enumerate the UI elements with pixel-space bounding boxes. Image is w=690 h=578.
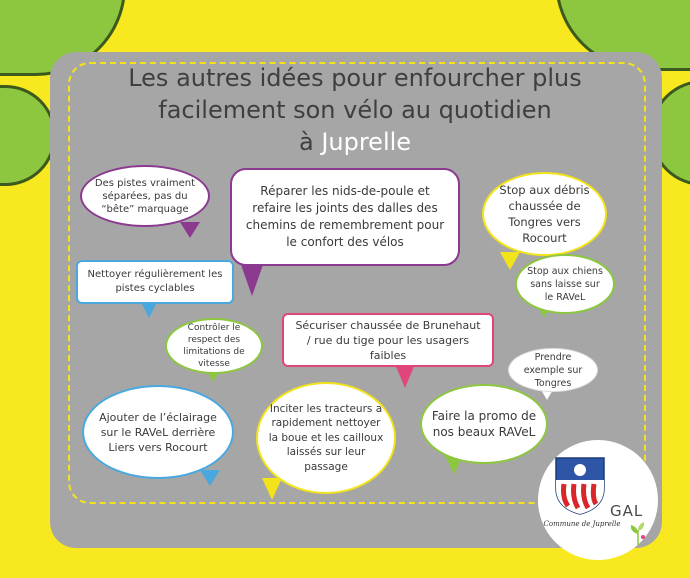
speech-bubble [76, 260, 234, 304]
speech-bubble [256, 382, 396, 494]
speech-bubble [82, 385, 234, 479]
speech-bubble [420, 384, 548, 464]
speech-bubble [482, 172, 607, 256]
title-town: Juprelle [321, 128, 412, 156]
bubble-text: Ajouter de l’éclairage sur le RAVeL derrière Liers vers Rocourt [99, 410, 217, 454]
speech-bubble [282, 313, 494, 367]
bubble-text: Contrôler le respect des limitations de vitesse [183, 323, 245, 369]
title-line-3 [70, 126, 640, 158]
page-title [70, 62, 640, 158]
speech-tail [262, 478, 282, 500]
speech-bubble [515, 254, 615, 314]
bubble-text: Des pistes vraiment séparées, pas du “bête” marquage [94, 177, 196, 215]
bubble-text: Sécuriser chaussée de Brunehaut / rue du tige pour les usagers faibles [295, 318, 481, 362]
coat-of-arms-icon [552, 454, 608, 516]
speech-tail [180, 222, 200, 238]
speech-bubble [165, 318, 263, 374]
bubble-text: Inciter les tracteurs a rapidement nettoyer la boue et les cailloux laissés sur leur passage [268, 402, 384, 473]
plant-icon [628, 520, 648, 546]
gal-label: GAL [610, 502, 644, 520]
bubble-text: Stop aux débris chaussée de Tongres vers Rocourt [499, 183, 590, 245]
logo-badge [538, 440, 658, 560]
title-line-1: Les autres idées pour enfourcher plus [128, 64, 582, 92]
speech-tail [240, 262, 264, 296]
bubble-text: Faire la promo de nos beaux RAVeL [431, 409, 537, 439]
leaf-decoration-left [0, 85, 56, 186]
speech-bubble [80, 165, 210, 227]
speech-bubble [508, 348, 598, 392]
bubble-text: Stop aux chiens sans laisse sur le RAVeL [527, 265, 603, 303]
speech-tail [395, 364, 415, 388]
speech-bubble [230, 168, 460, 266]
speech-tail [500, 252, 520, 270]
bubble-text: Prendre exemple sur Tongres [523, 351, 583, 389]
bubble-text: Nettoyer régulièrement les pistes cyclables [87, 269, 223, 294]
speech-tail [200, 470, 220, 486]
bubble-text: Réparer les nids-de-poule et refaire les joints des dalles des chemins de remembrement pour le confort des vélos [245, 184, 445, 249]
title-prefix: à [298, 128, 314, 156]
commune-label: Commune de Juprelle [543, 520, 621, 528]
title-line-2: facilement son vélo au quotidien [158, 96, 552, 124]
